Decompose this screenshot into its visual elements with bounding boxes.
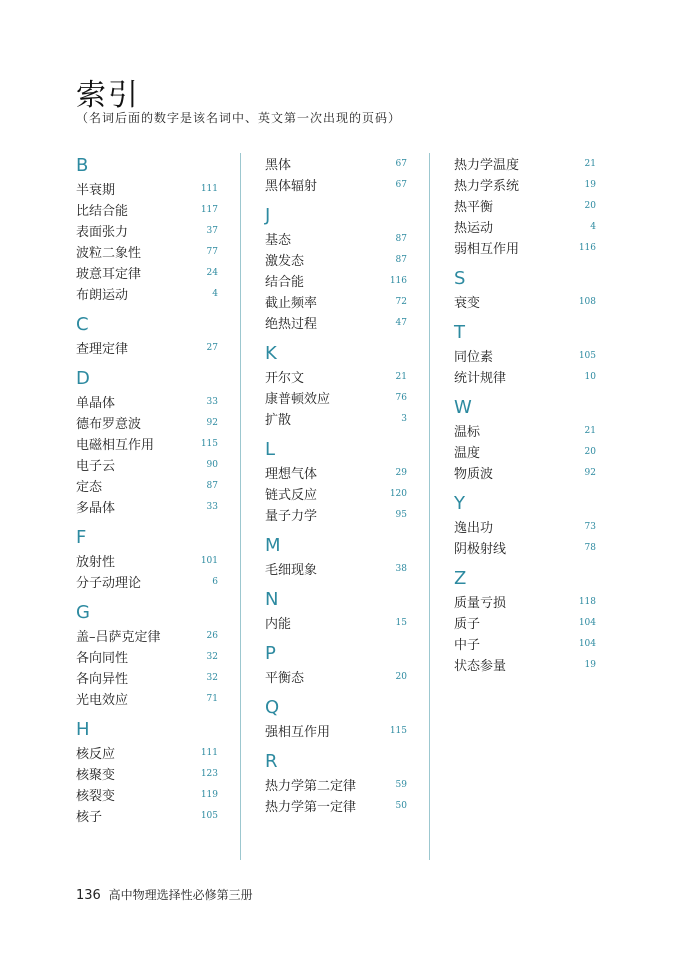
index-term: 平衡态 <box>265 671 305 686</box>
index-term: 黑体 <box>265 158 292 173</box>
index-term: 热力学温度 <box>454 158 520 173</box>
index-letter-heading: L <box>265 439 276 460</box>
index-entry <box>76 241 218 262</box>
index-entry <box>76 625 218 646</box>
index-page-number: 111 <box>200 183 218 194</box>
index-page-number: 21 <box>395 371 407 382</box>
index-entry <box>265 153 407 174</box>
index-term: 定态 <box>76 480 103 495</box>
index-entry <box>76 178 218 199</box>
index-page-number: 47 <box>395 317 407 328</box>
index-letter-heading: Z <box>454 568 467 589</box>
index-term: 衰变 <box>454 296 481 311</box>
index-letter-heading: M <box>265 535 281 556</box>
column-divider <box>240 153 241 860</box>
index-page-number: 71 <box>206 693 218 704</box>
index-letter-heading: Y <box>454 493 465 514</box>
index-page-number: 115 <box>200 438 218 449</box>
index-page-number: 72 <box>395 296 407 307</box>
index-group <box>265 341 407 429</box>
index-term: 链式反应 <box>265 488 318 503</box>
index-term: 康普顿效应 <box>265 392 331 407</box>
index-page-number: 92 <box>584 467 596 478</box>
index-page-number: 20 <box>584 446 596 457</box>
index-entry <box>76 283 218 304</box>
index-page-number: 120 <box>389 488 407 499</box>
index-term: 盖–吕萨克定律 <box>76 630 161 645</box>
index-entry <box>265 795 407 816</box>
index-term: 热力学第一定律 <box>265 800 357 815</box>
index-group <box>265 587 407 633</box>
index-entry <box>454 654 596 675</box>
index-group <box>265 437 407 525</box>
index-entry <box>76 784 218 805</box>
index-entry <box>76 475 218 496</box>
index-entry <box>76 496 218 517</box>
index-entry <box>76 199 218 220</box>
index-entry <box>454 633 596 654</box>
index-term: 核子 <box>76 810 103 825</box>
index-group <box>454 320 596 387</box>
index-page-number: 115 <box>389 725 407 736</box>
index-page-number: 4 <box>212 288 218 299</box>
index-term: 核聚变 <box>76 768 116 783</box>
index-term: 逸出功 <box>454 521 494 536</box>
index-entry <box>265 462 407 483</box>
book-title: 高中物理选择性必修第三册 <box>108 888 253 902</box>
index-term: 放射性 <box>76 555 116 570</box>
index-entry <box>76 805 218 826</box>
index-entry <box>76 667 218 688</box>
index-entry <box>76 742 218 763</box>
index-page-number: 29 <box>395 467 407 478</box>
index-page-number: 116 <box>578 242 596 253</box>
index-page-number: 32 <box>206 672 218 683</box>
index-page-number: 3 <box>401 413 407 424</box>
index-entry <box>76 454 218 475</box>
index-term: 表面张力 <box>76 225 129 240</box>
index-letter-heading: F <box>76 527 87 548</box>
index-page-number: 24 <box>206 267 218 278</box>
index-entry <box>454 174 596 195</box>
index-page-number: 27 <box>206 342 218 353</box>
index-term: 热运动 <box>454 221 494 236</box>
index-page-number: 32 <box>206 651 218 662</box>
index-letter-heading: Q <box>265 697 280 718</box>
index-term: 量子力学 <box>265 509 318 524</box>
index-entry <box>454 216 596 237</box>
index-group <box>265 203 407 333</box>
index-term: 理想气体 <box>265 467 318 482</box>
index-entry <box>265 366 407 387</box>
index-page-number: 50 <box>395 800 407 811</box>
index-term: 开尔文 <box>265 371 305 386</box>
index-entry <box>454 591 596 612</box>
index-page-number: 59 <box>395 779 407 790</box>
index-entry <box>454 195 596 216</box>
index-page-number: 87 <box>395 254 407 265</box>
index-letter-heading: W <box>454 397 472 418</box>
index-letter-heading: D <box>76 368 90 389</box>
index-group <box>454 491 596 558</box>
index-term: 弱相互作用 <box>454 242 520 257</box>
index-term: 波粒二象性 <box>76 246 142 261</box>
index-entry <box>76 391 218 412</box>
index-group <box>454 153 596 258</box>
index-term: 德布罗意波 <box>76 417 142 432</box>
index-term: 物质波 <box>454 467 494 482</box>
index-term: 阴极射线 <box>454 542 507 557</box>
index-page-number: 21 <box>584 425 596 436</box>
index-letter-heading: P <box>265 643 276 664</box>
index-term: 质量亏损 <box>454 596 507 611</box>
index-page-number: 15 <box>395 617 407 628</box>
index-term: 多晶体 <box>76 501 116 516</box>
index-letter-heading: J <box>265 205 271 226</box>
index-group <box>454 395 596 483</box>
index-group <box>265 153 407 195</box>
index-letter-heading: S <box>454 268 466 289</box>
index-term: 中子 <box>454 638 481 653</box>
index-group <box>76 717 218 826</box>
index-page-number: 87 <box>395 233 407 244</box>
index-term: 扩散 <box>265 413 292 428</box>
index-letter-heading: B <box>76 155 89 176</box>
index-entry <box>454 441 596 462</box>
index-entry <box>454 516 596 537</box>
index-group <box>76 153 218 304</box>
index-term: 比结合能 <box>76 204 129 219</box>
index-entry <box>76 550 218 571</box>
index-term: 热力学第二定律 <box>265 779 357 794</box>
index-term: 布朗运动 <box>76 288 129 303</box>
index-letter-heading: K <box>265 343 277 364</box>
index-entry <box>265 270 407 291</box>
index-term: 电子云 <box>76 459 116 474</box>
index-entry <box>454 462 596 483</box>
index-entry <box>265 774 407 795</box>
index-page-number: 38 <box>395 563 407 574</box>
index-entry <box>265 408 407 429</box>
index-page-number: 33 <box>206 396 218 407</box>
index-entry <box>265 312 407 333</box>
index-term: 黑体辐射 <box>265 179 318 194</box>
index-entry <box>76 412 218 433</box>
index-column-1 <box>76 153 218 834</box>
column-divider <box>429 153 430 860</box>
index-page-number: 77 <box>206 246 218 257</box>
index-group <box>454 566 596 675</box>
index-term: 同位素 <box>454 350 494 365</box>
index-term: 分子动理论 <box>76 576 142 591</box>
index-group <box>76 312 218 358</box>
index-page-number: 105 <box>578 350 596 361</box>
index-term: 各向同性 <box>76 651 129 666</box>
index-page-number: 101 <box>200 555 218 566</box>
index-entry <box>76 220 218 241</box>
index-group <box>265 695 407 741</box>
index-entry <box>76 571 218 592</box>
index-entry <box>265 666 407 687</box>
index-entry <box>265 483 407 504</box>
index-entry <box>265 174 407 195</box>
index-entry <box>76 337 218 358</box>
index-group <box>454 266 596 312</box>
index-letter-heading: T <box>454 322 465 343</box>
index-entry <box>454 366 596 387</box>
index-term: 统计规律 <box>454 371 507 386</box>
index-term: 热平衡 <box>454 200 494 215</box>
index-page-number: 21 <box>584 158 596 169</box>
index-page-number: 4 <box>590 221 596 232</box>
index-entry <box>76 763 218 784</box>
index-entry <box>454 612 596 633</box>
index-letter-heading: C <box>76 314 89 335</box>
page-title: 索引 <box>76 78 140 113</box>
index-term: 激发态 <box>265 254 305 269</box>
index-page-number: 119 <box>200 789 218 800</box>
index-group <box>265 533 407 579</box>
index-entry <box>454 537 596 558</box>
index-entry <box>454 153 596 174</box>
index-column-2 <box>265 153 407 824</box>
index-term: 内能 <box>265 617 292 632</box>
index-term: 状态参量 <box>454 659 507 674</box>
index-term: 基态 <box>265 233 292 248</box>
index-entry <box>265 387 407 408</box>
index-page-number: 6 <box>212 576 218 587</box>
index-page-number: 104 <box>578 638 596 649</box>
index-group <box>76 600 218 709</box>
index-entry <box>76 433 218 454</box>
index-term: 温度 <box>454 446 481 461</box>
index-page-number: 20 <box>395 671 407 682</box>
index-page-number: 108 <box>578 296 596 307</box>
index-term: 毛细现象 <box>265 563 318 578</box>
index-page-number: 95 <box>395 509 407 520</box>
index-group <box>265 641 407 687</box>
index-page-number: 76 <box>395 392 407 403</box>
page-footer <box>76 886 253 903</box>
index-letter-heading: N <box>265 589 279 610</box>
index-page-number: 105 <box>200 810 218 821</box>
index-group <box>265 749 407 816</box>
index-entry <box>76 646 218 667</box>
index-term: 绝热过程 <box>265 317 318 332</box>
page-subtitle: （名词后面的数字是该名词中、英文第一次出现的页码） <box>76 111 402 125</box>
index-entry <box>76 688 218 709</box>
index-entry <box>265 720 407 741</box>
index-page-number: 123 <box>200 768 218 779</box>
index-page-number: 90 <box>206 459 218 470</box>
index-entry <box>265 504 407 525</box>
index-page-number: 116 <box>389 275 407 286</box>
index-letter-heading: R <box>265 751 278 772</box>
index-term: 核反应 <box>76 747 116 762</box>
index-group <box>76 366 218 517</box>
index-page-number: 111 <box>200 747 218 758</box>
index-entry <box>76 262 218 283</box>
index-entry <box>265 249 407 270</box>
index-term: 核裂变 <box>76 789 116 804</box>
index-term: 单晶体 <box>76 396 116 411</box>
index-term: 半衰期 <box>76 183 116 198</box>
index-letter-heading: H <box>76 719 90 740</box>
index-page-number: 67 <box>395 179 407 190</box>
index-page-number: 20 <box>584 200 596 211</box>
index-page-number: 19 <box>584 179 596 190</box>
index-entry <box>454 237 596 258</box>
index-entry <box>265 291 407 312</box>
index-term: 电磁相互作用 <box>76 438 155 453</box>
index-term: 查理定律 <box>76 342 129 357</box>
index-term: 强相互作用 <box>265 725 331 740</box>
index-term: 质子 <box>454 617 481 632</box>
index-page-number: 118 <box>578 596 596 607</box>
index-page-number: 26 <box>206 630 218 641</box>
page-number: 136 <box>76 888 101 903</box>
index-column-3 <box>454 153 596 683</box>
index-page-number: 117 <box>200 204 218 215</box>
index-page-number: 19 <box>584 659 596 670</box>
index-page-number: 37 <box>206 225 218 236</box>
index-term: 结合能 <box>265 275 305 290</box>
index-page-number: 87 <box>206 480 218 491</box>
index-term: 截止频率 <box>265 296 318 311</box>
index-page-number: 92 <box>206 417 218 428</box>
index-term: 热力学系统 <box>454 179 520 194</box>
index-page-number: 10 <box>584 371 596 382</box>
index-term: 温标 <box>454 425 481 440</box>
index-page-number: 73 <box>584 521 596 532</box>
index-entry <box>265 612 407 633</box>
index-term: 玻意耳定律 <box>76 267 142 282</box>
index-entry <box>454 291 596 312</box>
index-page-number: 67 <box>395 158 407 169</box>
index-entry <box>265 558 407 579</box>
index-page-number: 33 <box>206 501 218 512</box>
index-term: 各向异性 <box>76 672 129 687</box>
index-page-number: 104 <box>578 617 596 628</box>
index-group <box>76 525 218 592</box>
index-letter-heading: G <box>76 602 90 623</box>
index-term: 光电效应 <box>76 693 129 708</box>
index-entry <box>265 228 407 249</box>
index-entry <box>454 345 596 366</box>
index-page-number: 78 <box>584 542 596 553</box>
index-entry <box>454 420 596 441</box>
